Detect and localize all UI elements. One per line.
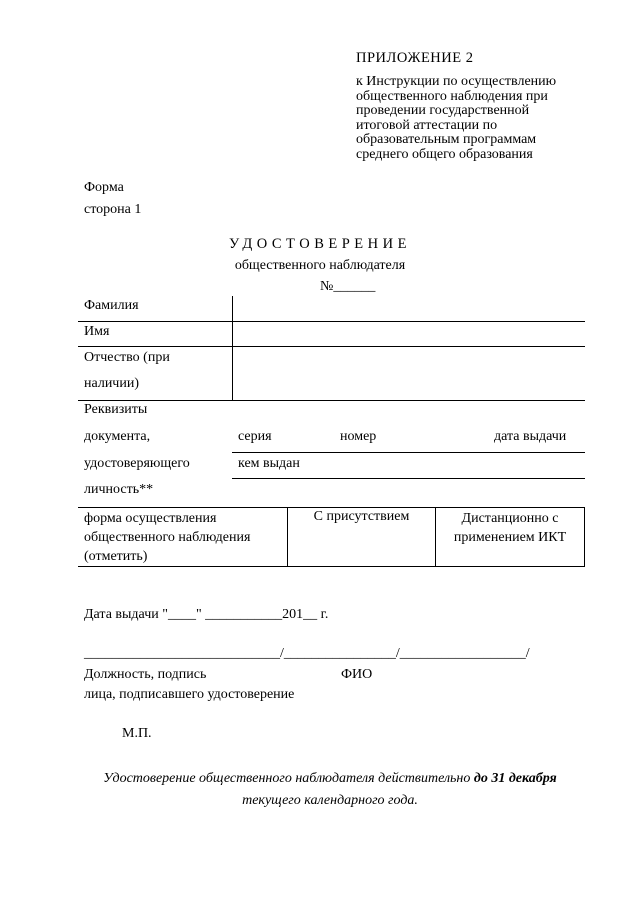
signer-label: лица, подписавшего удостоверение [84, 687, 295, 702]
table-rule [232, 478, 585, 479]
appendix-line: к Инструкции по осуществлению [356, 74, 557, 89]
fio-label: ФИО [341, 667, 373, 682]
position-signature-label: Должность, подпись [84, 667, 207, 682]
series-label: серия [238, 429, 272, 444]
signature-line: ____________________________/________________/__________________/ [84, 646, 530, 661]
note-deadline: до 31 декабря [473, 771, 557, 786]
doc-label: Реквизиты [84, 402, 148, 417]
note-text-cont: текущего календарного года. [242, 793, 418, 808]
validity-note [60, 768, 600, 812]
appendix-line: итоговой аттестации по [356, 117, 498, 133]
table-rule [78, 346, 585, 347]
side-label: сторона 1 [84, 202, 142, 217]
appendix-line: образовательным программам [356, 132, 537, 147]
table-divider [584, 507, 585, 567]
patronymic-label: Отчество (при [84, 350, 170, 365]
table-rule [78, 321, 585, 322]
appendix-reference [356, 75, 596, 162]
appendix-line: общественного наблюдения при [356, 88, 548, 104]
appendix-line: среднего общего образования [356, 146, 533, 162]
observation-label-line: форма осуществления [84, 511, 217, 526]
stamp-place: М.П. [122, 726, 152, 741]
doc-label: удостоверяющего [84, 456, 190, 471]
option-remote-line: применением ИКТ [453, 530, 567, 545]
option-remote[interactable] [436, 509, 584, 547]
number-label: номер [340, 429, 377, 444]
form-label [84, 177, 141, 221]
table-rule [78, 400, 585, 401]
table-rule [78, 566, 585, 567]
option-remote-line: Дистанционно с [461, 511, 559, 526]
certificate-title: УДОСТОВЕРЕНИЕ [229, 236, 411, 252]
issue-date-line: Дата выдачи "____" ___________201__ г. [84, 607, 329, 622]
certificate-number: №______ [320, 279, 376, 294]
doc-label: документа, [84, 429, 151, 444]
patronymic-label-cont: наличии) [84, 376, 139, 391]
observation-form-label [84, 509, 250, 566]
issue-date-label: дата выдачи [494, 429, 567, 444]
table-divider [232, 296, 233, 401]
observation-label-line: (отметить) [84, 549, 148, 564]
issued-by-label: кем выдан [238, 456, 300, 471]
form-word: Форма [84, 180, 124, 195]
name-label: Имя [84, 324, 110, 339]
table-rule [78, 507, 585, 508]
doc-label: личность** [84, 482, 154, 497]
surname-label: Фамилия [84, 298, 139, 313]
certificate-subtitle: общественного наблюдателя [234, 258, 406, 273]
observation-label-line: общественного наблюдения [84, 530, 251, 545]
appendix-line: проведении государственной [356, 103, 530, 118]
note-text: Удостоверение общественного наблюдателя действительно [103, 771, 474, 786]
table-rule [232, 452, 585, 453]
option-in-person[interactable]: С присутствием [313, 509, 410, 524]
appendix-title: ПРИЛОЖЕНИЕ 2 [356, 50, 474, 66]
